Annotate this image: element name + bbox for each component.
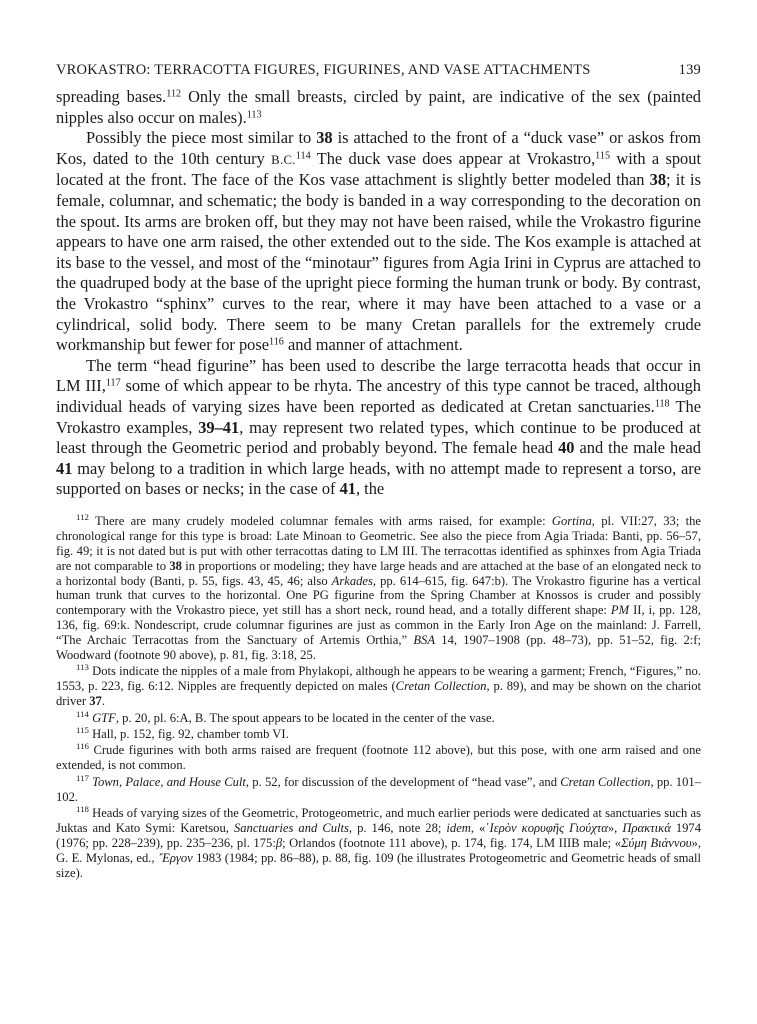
page <box>56 62 701 882</box>
footnote-113: $^{113}$ Dots indicate the nipples of a male from Phylakopi, although he appears to be wearing a garment; French, “Figures,” no. 1553, p. 223, fig. 6:12. Nipples are frequently depicted on males (Cretan Collection, p. 89), and may be shown on the chariot driver 37. <box>56 662 701 709</box>
footnote-114: $^{114}$ GTF, p. 20, pl. 6:A, B. The spout appears to be located in the center of the vase. <box>76 708 495 725</box>
footnote-116: $^{116}$ Crude figurines with both arms raised are frequent (footnote 112 above), but this pose, with one arm raised and one extended, is not common. <box>56 741 701 773</box>
paragraph-2: Possibly the piece most similar to 38 is attached to the front of a “duck vase” or askos from Kos, dated to the 10th century B.C.$^{114}$ The duck vase does appear at Vrokastro,$^{115}$ with a spout located at the front. The face of the Kos vase attachment is slightly better modeled than 38; it is female, columnar, and schematic; the body is banded in a way corresponding to the decoration on the spout. Its arms are broken off, but they may not have been raised, while the Vrokastro figurine appears to have one arm raised, the other extended out to the side. The Kos example is attached at its base to the vessel, and most of the “minotaur” figures from Agia Irini in Cyprus are attached to the quadruped body at the base of the upright piece forming the human trunk or body. By contrast, the Vrokastro “sphinx” curves to the rear, where it may have been attached to a vase or a cylindrical, solid body. There seem to be many Cretan parallels for the extremely crude workmanship but fewer for pose$^{116}$ and manner of attachment. <box>56 128 702 355</box>
footnote-118: $^{118}$ Heads of varying sizes of the Geometric, Protogeometric, and much earlier periods were dedicated at sanctuaries such as Juktas and Kato Symi: Karetsou, Sanctuaries and Cults, p. 146, note 28; idem, «῾Ιερὸν κορυφῆς Γιούχτα», Πρακτικά 1974 (1976; pp. 228–239), pp. 235–236, pl. 175:β; Orlandos (footnote 111 above), p. 174, fig. 174, LM IIIB male; «Σύμη Βιάννου», G. E. Mylonas, ed., ῎Εργον 1983 (1984; pp. 86–88), p. 88, fig. 109 (he illustrates Protogeometric and Geometric heads of small size). <box>56 804 702 880</box>
footnotes <box>56 514 701 881</box>
footnote-112: $^{112}$ There are many crudely modeled columnar females with arms raised, for example: Gortina, pl. VII:27, 33; the chronological range for this type is broad: Late Minoan to Geometric. See also the piece from Agia Triada: Banti, pp. 56–57, fig. 49; it is not dated but is put with other terracottas dating to LM III. The terracottas identified as sphinxes from Agia Triada are not comparable to 38 in proportions or modeling; they have large heads and are attached at the base of an elongated neck to a horizontal body (Banti, p. 55, figs. 43, 45, 46; also Arkades, pp. 614–615, fig. 647:b). The Vrokastro figurine has a vertical human trunk that curves to the horizontal. One PG figurine from the Spring Chamber at Knossos is cruder and possibly contemporary with the Vrokastro piece, yet still has a short neck, round head, and a totally different shape: PM II, i, pp. 128, 136, fig. 69:k. Nondescript, crude columnar figurines are just as common in the Early Iron Age on the mainland: J. Farrell, “The Archaic Terracottas from the Sanctuary of Artemis Orthia,” BSA 14, 1907–1908 (pp. 48–73), pp. 51–52, fig. 2:f; Woodward (footnote 90 above), p. 81, fig. 3:18, 25. <box>56 512 702 663</box>
paragraph-3: The term “head figurine” has been used to describe the large terracotta heads that occur in LM III,$^{117}$ some of which appear to be rhyta. The ancestry of this type cannot be traced, although individual heads of varying sizes have been reported as dedicated at Cretan sanctuaries.$^{118}$ The Vrokastro examples, 39–41, may represent two related types, which continue to be produced at least through the Geometric period and probably beyond. The female head 40 and the male head 41 may belong to a tradition in which large heads, with no attempt made to represent a torso, are supported on bases or necks; in the case of 41, the <box>56 355 702 499</box>
body-text <box>56 87 701 500</box>
footnote-117: $^{117}$ Town, Palace, and House Cult, p. 52, for discussion of the development of “head vase”, and Cretan Collection, pp. 101–102. <box>56 772 701 804</box>
running-head-title: VROKASTRO: TERRACOTTA FIGURES, FIGURINES, AND VASE ATTACHMENTS <box>56 62 591 78</box>
paragraph-1: spreading bases.$^{112}$ Only the small breasts, circled by paint, are indicative of the sex (painted nipples also occur on males).$^{113}$ <box>56 87 701 127</box>
running-head <box>56 62 701 79</box>
page-number: 139 <box>678 62 701 78</box>
footnote-115: $^{115}$ Hall, p. 152, fig. 92, chamber tomb VI. <box>76 725 289 742</box>
